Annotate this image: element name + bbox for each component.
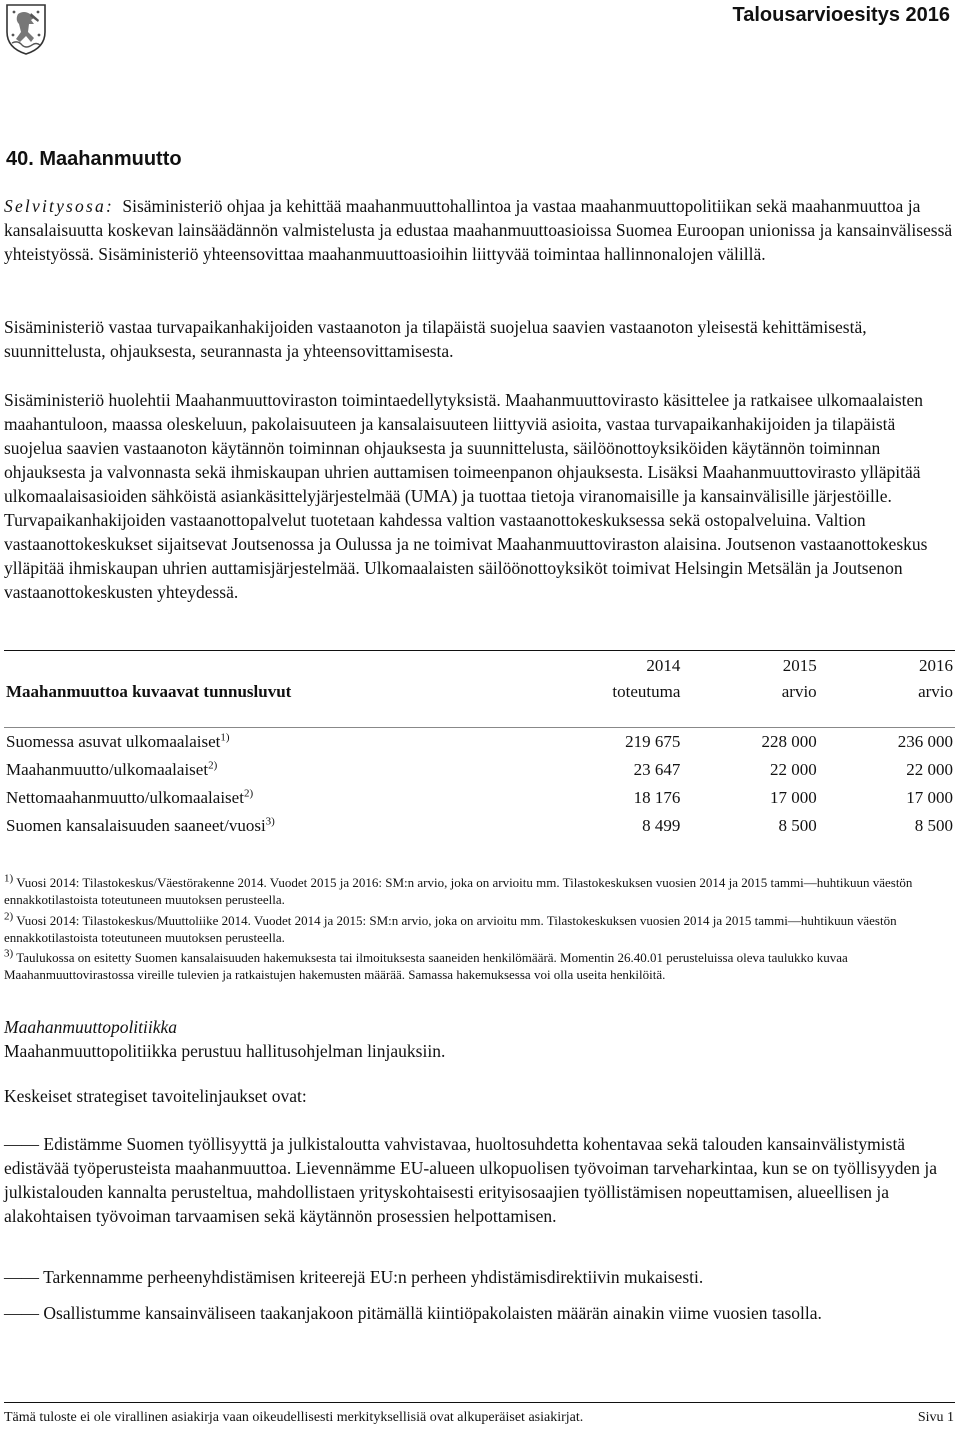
footnote-mark: 2) xyxy=(243,787,254,800)
finnish-lion-coat-of-arms-icon xyxy=(4,2,48,56)
dash-bullet: —— xyxy=(4,1303,39,1323)
goal-item-3: —— Osallistumme kansainväliseen taakanjakoon pitämällä kiintiöpakolaisten määrän ainakin viime vuosien tasolla. xyxy=(4,1303,822,1323)
footnote-mark: 1) xyxy=(220,731,230,744)
cell-2014: 18 176 xyxy=(633,788,681,807)
goal-item-2: —— Tarkennamme perheenyhdistämisen kriteerejä EU:n perheen yhdistämisdirektiivin mukaisesti. xyxy=(4,1267,704,1287)
row-label: Nettomaahanmuutto/ulkomaalaiset$^{2)}$ xyxy=(6,787,254,807)
footnote-mark: 2) xyxy=(4,910,14,923)
col-label-2016: arvio xyxy=(918,682,953,701)
table-row xyxy=(4,812,955,840)
cell-2016: 8 500 xyxy=(914,816,953,835)
cell-2015: 8 500 xyxy=(778,816,817,835)
year-2016: 2016 xyxy=(819,651,955,680)
goals-intro: Keskeiset strategiset tavoitelinjaukset ovat: xyxy=(4,1086,307,1106)
policy-intro: Maahanmuuttopolitiikka perustuu hallitusohjelman linjauksiin. xyxy=(4,1041,446,1061)
table-row xyxy=(4,784,955,812)
goal-item-1: —— Edistämme Suomen työllisyyttä ja julkistaloutta vahvistavaa, huoltosuhdetta kohentavaa sekä talouden kansainvälistymistä edistävää työperusteista maahanmuuttoa. Lievennämme EU-alueen ulkopuolisen työvoiman tarveharkintaa, kun se on työllisyyden ja julkistalouden kannalta perusteltua, mahdollistaen yrityskohtaisesti erityisosaajien työllistämisen nopeuttamisen, alueellisen ja alakohtaisen työvoiman tarvaamisen sekä käytännön prosessien helpottamisen. xyxy=(4,1134,938,1226)
policy-section xyxy=(4,1015,955,1063)
paragraph-3: Sisäministeriö huolehtii Maahanmuuttoviraston toimintaedellytyksistä. Maahanmuuttovirasto käsittelee ja ratkaisee ulkomaalaisten maahantuloon, maassa oleskeluun, pakolaisuuteen ja kansalaisuuteen liittyviä asioita, vastaa turvapaikanhakijoiden ja tilapäistä suojelua saavien vastaanoton käytännön toiminnan ohjauksesta ja suunnittelusta, säilöönottoyksiköiden käytännön toiminnan ohjauksesta ja valvonnasta sekä ihmiskaupan uhrien auttamisen toimeenpanon ohjauksesta. Lisäksi Maahanmuuttovirasto ylläpitää ulkomaalaisasioiden sähköistä asiankäsittelyjärjestelmää (UMA) ja tuottaa tietoja viranomaisille ja kansainvälisille järjestöille. Turvapaikanhakijoiden vastaanottopalvelut tuotetaan kahdessa valtion vastaanottokeskuksessa sekä ostopalveluina. Valtion vastaanottokeskukset sijaitsevat Joutsenossa ja Oulussa ja ne toimivat Maahanmuuttoviraston alaisina. Joutsenon vastaanottokeskus ylläpitää ihmiskaupan uhrien auttamisjärjestelmää. Ulkomaalaisten säilöönottoyksiköt toimivat Helsingin Metsälän ja Joutsenon vastaanottokeskusten yhteydessä. xyxy=(4,390,928,602)
table-header-years xyxy=(4,651,955,680)
footnote-mark: 3) xyxy=(265,815,275,828)
footnote-3: $^{3)}$ Taulukossa on esitetty Suomen kansalaisuuden hakemuksesta tai ilmoituksesta saaneiden henkilömäärä. Momentin 26.40.01 perusteluissa oleva taulukko kuvaa Maahanmuuttovirastossa vireille tulevien ja ratkaistujen hakemusten määrää. Samassa hakemuksessa voi olla useita henkilöitä. xyxy=(4,947,848,983)
dash-bullet: —— xyxy=(4,1267,39,1287)
footnote-2: $^{2)}$ Vuosi 2014: Tilastokeskus/Muuttoliike 2014. Vuodet 2014 ja 2015: SM:n arvio, joka on arvioitu mm. Tilastokeskuksen vuosien 2014 ja 2015 tammi—huhtikuun väestön ennakkotilastoista toteutuneen muutoksen perusteella. xyxy=(4,910,897,945)
cell-2014: 23 647 xyxy=(633,760,681,779)
lead-label: Selvitysosa: xyxy=(4,196,114,216)
table-row xyxy=(4,728,955,757)
explanatory-section xyxy=(4,194,955,266)
paragraph-1-text: Sisäministeriö ohjaa ja kehittää maahanmuuttohallintoa ja vastaa maahanmuuttopolitiikan sekä maahanmuuttoa ja kansalaisuutta koskevan lainsäädännön valmistelusta ja edustaa maahanmuuttoasioissa Suomea Euroopan unionissa ja kansainvälisessä yhteistyössä. Sisäministeriö yhteensovittaa maahanmuuttoasioihin liittyvää toimintaa hallinnonalojen välillä. xyxy=(4,196,953,264)
cell-2014: 219 675 xyxy=(335,728,683,757)
year-2015: 2015 xyxy=(682,651,818,680)
footnote-1: $^{1)}$ Vuosi 2014: Tilastokeskus/Väestörakenne 2014. Vuodet 2015 ja 2016: SM:n arvio, joka on arvioitu mm. Tilastokeskuksen vuosien 2014 ja 2015 tammi—huhtikuun väestön ennakkotilastoista toteutuneen muutoksen perusteella. xyxy=(4,872,913,908)
key-figures-table xyxy=(4,650,955,840)
policy-subheading: Maahanmuuttopolitiikka xyxy=(4,1017,178,1037)
dash-bullet: —— xyxy=(4,1134,39,1154)
section-heading: 40. Maahanmuutto xyxy=(6,148,182,170)
cell-2014: 8 499 xyxy=(642,816,681,835)
row-label: Maahanmuutto/ulkomaalaiset$^{2)}$ xyxy=(6,759,218,779)
cell-2016: 17 000 xyxy=(906,788,953,807)
document-title: Talousarvioesitys 2016 xyxy=(732,4,950,26)
cell-2015: 22 000 xyxy=(769,760,817,779)
footnotes xyxy=(4,874,955,984)
cell-2015: 228 000 xyxy=(682,728,818,757)
footnote-mark: 2) xyxy=(208,759,218,772)
footer-disclaimer: Tämä tuloste ei ole virallinen asiakirja vaan oikeudellisesti merkityksellisiä ovat alkuperäiset asiakirjat. xyxy=(4,1410,584,1425)
cell-2015: 17 000 xyxy=(769,788,817,807)
cell-2016: 236 000 xyxy=(819,728,955,757)
table-row xyxy=(4,756,955,784)
table-header-labels xyxy=(4,679,955,705)
table-title: Maahanmuuttoa kuvaavat tunnusluvut xyxy=(6,682,292,701)
paragraph-1 xyxy=(4,194,955,266)
year-2014: 2014 xyxy=(335,651,683,680)
footnote-mark: 1) xyxy=(4,872,14,885)
row-label: Suomen kansalaisuuden saaneet/vuosi$^{3)}$ xyxy=(6,815,275,835)
col-label-2015: arvio xyxy=(781,682,817,701)
footer-divider xyxy=(4,1402,955,1403)
footnote-mark: 3) xyxy=(4,947,14,960)
cell-2016: 22 000 xyxy=(906,760,953,779)
page-number: Sivu 1 xyxy=(917,1410,954,1425)
row-label: Suomessa asuvat ulkomaalaiset$^{1)}$ xyxy=(4,728,335,757)
col-label-2014: toteutuma xyxy=(612,682,681,701)
paragraph-2: Sisäministeriö vastaa turvapaikanhakijoiden vastaanoton ja tilapäistä suojelua saavien vastaanoton yleisestä kehittämisestä, suunnittelusta, ohjauksesta, seurannasta ja yhteensovittamisesta. xyxy=(4,317,867,361)
